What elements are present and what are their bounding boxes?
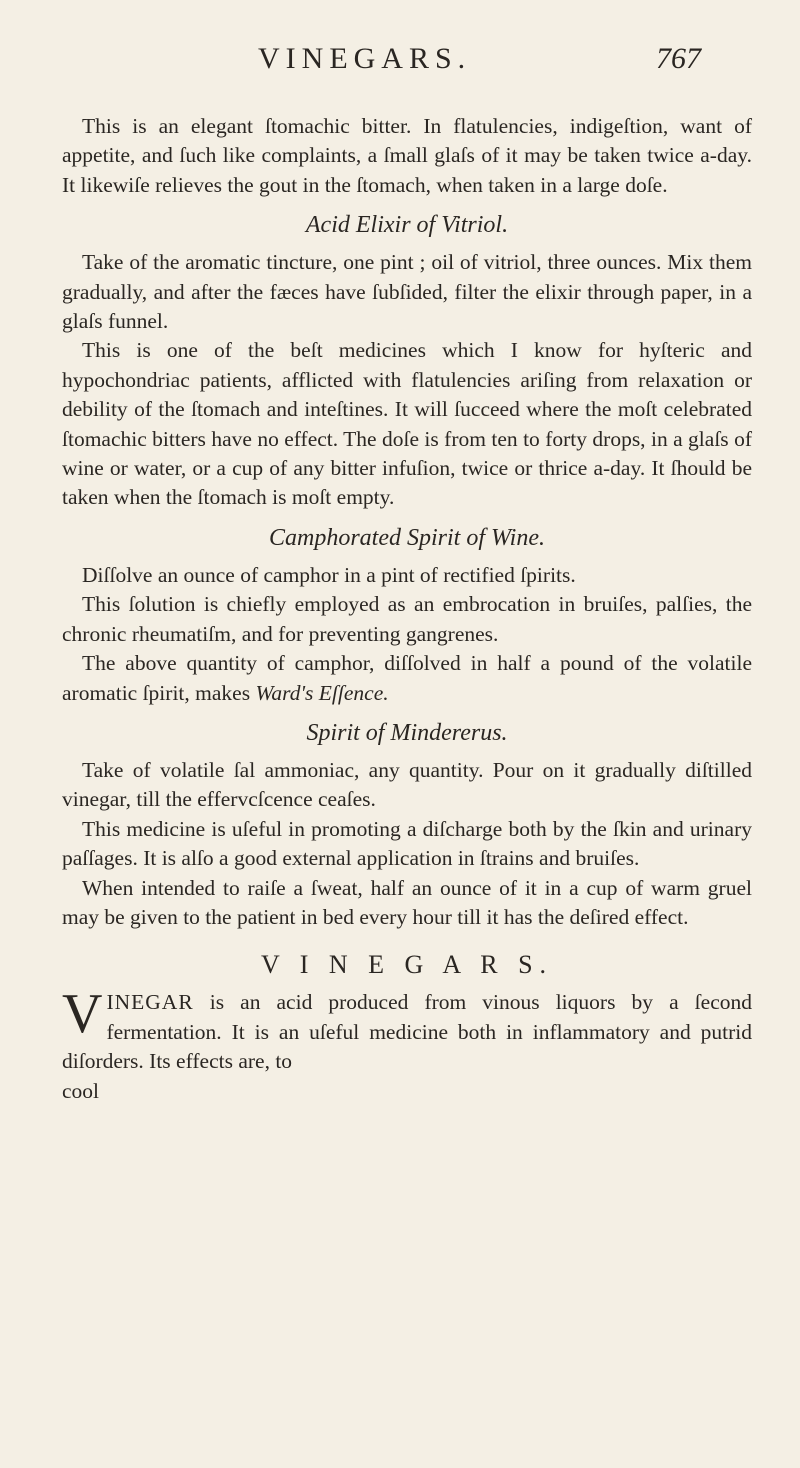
camphorated-spirit-paragraph-3 (62, 649, 752, 708)
camphorated-spirit-paragraph-3-text: The above quantity of camphor, diſſolved in half a pound of the volatile aromatic ſpirit, makes (62, 651, 752, 705)
spirit-mindererus-paragraph-2: This medicine is uſeful in promoting a diſcharge both by the ſkin and urinary paſſages. It is alſo a good external application in ſtrains and bruiſes. (62, 816, 752, 871)
intro-paragraph: This is an elegant ſtomachic bitter. In flatulencies, indigeſtion, want of appetite, and ſuch like complaints, a ſmall glaſs of it may be taken twice a-day. It likewiſe relieves the gout in the ſtomach, when taken in a large doſe. (62, 114, 752, 197)
vinegars-paragraph (62, 983, 752, 1076)
camphorated-spirit-heading: Camphorated Spirit of Wine. (269, 524, 545, 551)
acid-elixir-paragraph-2: This is one of the beſt medicines which I know for hyſteric and hypochondriac patients, afflicted with flatulencies ariſing from relaxation or debility of the ſtomach and inteſtines. It will ſucceed where the moſt celebrated ſtomachic bitters have no effect. The doſe is from ten to forty drops, in a glaſs of wine or water, or a cup of any bitter infuſion, twice or thrice a-day. It ſhould be taken when the ſtomach is moſt empty. (62, 338, 752, 510)
camphorated-spirit-paragraph-2: This ſolution is chiefly employed as an embrocation in bruiſes, palſies, the chronic rheumatiſm, and for preventing gangrenes. (62, 592, 752, 646)
drop-cap: V (62, 983, 103, 1046)
vinegars-body-text: is an acid produced from vinous liquors by a ſecond fermentation. It is an uſeful medicine both in inflammatory and putrid diſorders. Its effects are, to (62, 990, 752, 1074)
wards-essence-text: Ward's Eſſence. (255, 680, 389, 705)
spirit-mindererus-paragraph-3: When intended to raiſe a ſweat, half an ounce of it in a cup of warm gruel may be given to the patient in bed every hour till it has the deſired effect. (62, 875, 752, 929)
acid-elixir-paragraph-1: Take of the aromatic tincture, one pint ; oil of vitriol, three ounces. Mix them gradually, and after the fæces have ſubſided, filter the elixir through paper, in a glaſs funnel. (62, 250, 752, 334)
page-number: 767 (656, 42, 701, 75)
spirit-mindererus-paragraph-1: Take of volatile ſal ammoniac, any quantity. Pour on it gradually diſtilled vinegar, till the effervcſcence ceaſes. (62, 757, 752, 812)
running-head: VINEGARS. (258, 42, 472, 75)
camphorated-spirit-paragraph-1: Diſſolve an ounce of camphor in a pint of rectified ſpirits. (82, 562, 576, 587)
acid-elixir-heading: Acid Elixir of Vitriol. (305, 212, 509, 239)
vinegars-section-title: V I N E G A R S. (260, 950, 554, 980)
catchword: cool (62, 1078, 100, 1103)
page-body (62, 112, 752, 1106)
spirit-mindererus-heading: Spirit of Mindererus. (306, 719, 508, 746)
vinegars-lead-word: INEGAR (106, 990, 194, 1015)
